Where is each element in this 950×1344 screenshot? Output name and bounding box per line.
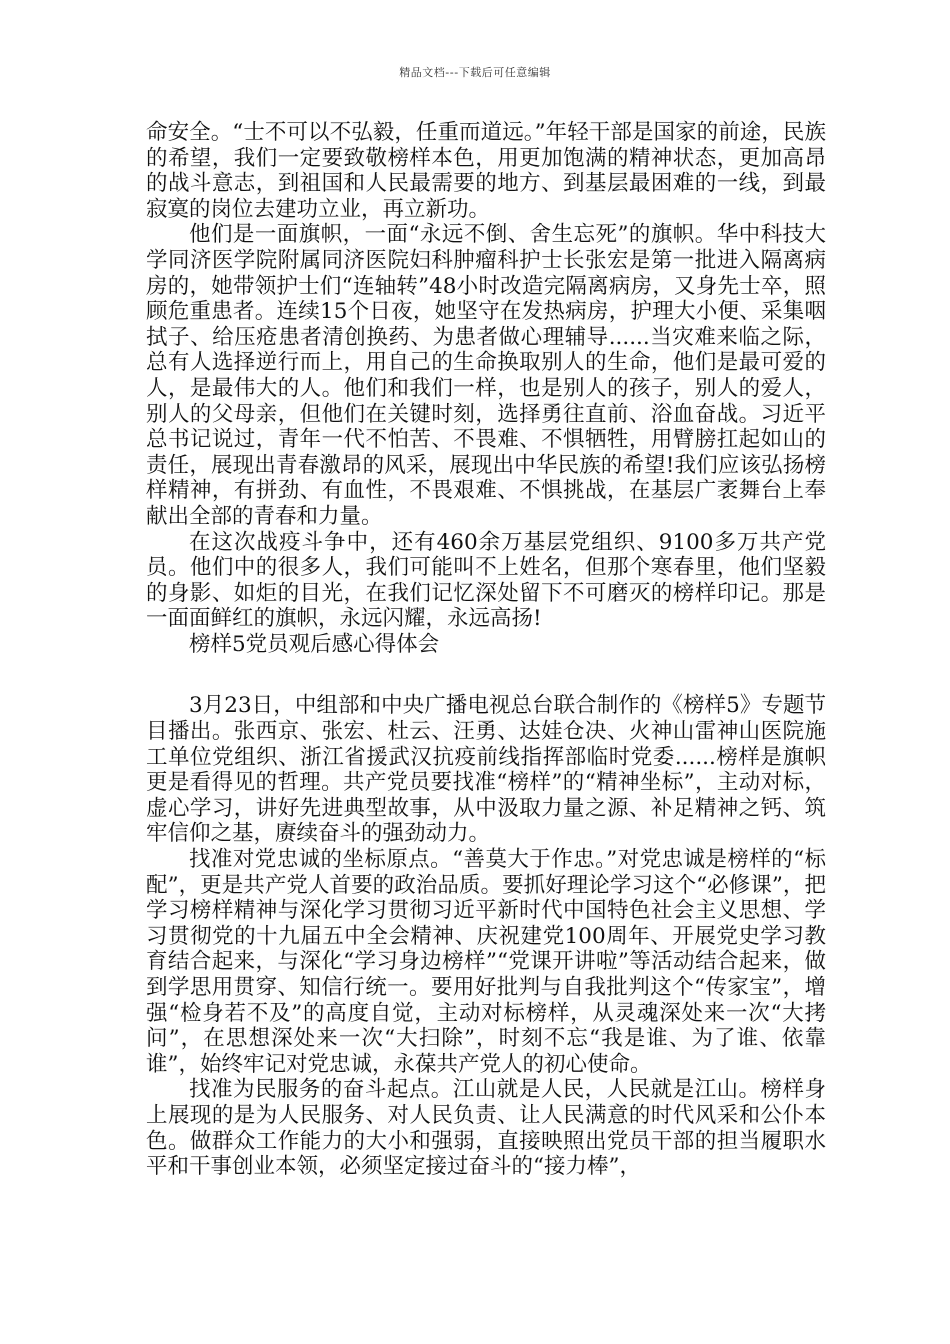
paragraph-6: 找准为民服务的奋斗起点。江山就是人民，人民就是江山。榜样身上展现的是为人民服务、对人民负责、让人民满意的时代风采和公仆本色。做群众工作能力的大小和强弱，直接映照出党员干部的担当履职水平和干事创业本领，必须坚定接过奋斗的“接力棒”， — [146, 1077, 826, 1180]
blank-line — [146, 657, 826, 693]
paragraph-3: 在这次战疫斗争中，还有460余万基层党组织、9100多万共产党员。他们中的很多人，我们可能叫不上姓名，但那个寒春里，他们坚毅的身影、如炬的目光，在我们记忆深处留下不可磨灭的榜样印记。那是一面面鲜红的旗帜，永远闪耀，永远高扬! — [146, 529, 826, 632]
section-title: 榜样5党员观后感心得体会 — [189, 631, 440, 657]
paragraph-4: 3月23日，中组部和中央广播电视总台联合制作的《榜样5》专题节目播出。张西京、张宏、杜云、汪勇、达娃仓决、火神山雷神山医院施工单位党组织、浙江省援武汉抗疫前线指挥部临时党委......榜样是旗帜更是看得见的哲理。共产党员要找准“榜样”的“精神坐标”，主动对标，虚心学习，讲好先进典型故事，从中汲取力量之源、补足精神之钙、筑牢信仰之基，赓续奋斗的强劲动力。 — [146, 693, 826, 847]
paragraph-1: 命安全。“士不可以不弘毅，任重而道远。”年轻干部是国家的前途，民族的希望，我们一定要致敬榜样本色，用更加饱满的精神状态，更加高昂的战斗意志，到祖国和人民最需要的地方、到基层最困难的一线，到最寂寞的岗位去建功立业，再立新功。 — [146, 120, 826, 222]
paragraph-5: 找准对党忠诚的坐标原点。“善莫大于作忠。”对党忠诚是榜样的“标配”，更是共产党人首要的政治品质。要抓好理论学习这个“必修课”，把学习榜样精神与深化学习贯彻习近平新时代中国特色社会主义思想、学习贯彻党的十九届五中全会精神、庆祝建党100周年、开展党史学习教育结合起来，与深化“学习身边榜样”“党课开讲啦”等活动结合起来，做到学思用贯穿、知信行统一。要用好批判与自我批判这个“传家宝”，增强“检身若不及”的高度自觉，主动对标榜样，从灵魂深处来一次“大拷问”，在思想深处来一次“大扫除”，时刻不忘“我是谁、为了谁、依靠谁”，始终牢记对党忠诚，永葆共产党人的初心使命。 — [146, 847, 826, 1077]
page-header: 精品文档---下载后可任意编辑 — [399, 66, 551, 79]
document-body — [146, 120, 826, 1180]
paragraph-2: 他们是一面旗帜，一面“永远不倒、舍生忘死”的旗帜。华中科技大学同济医学院附属同济医院妇科肿瘤科护士长张宏是第一批进入隔离病房的，她带领护士们“连轴转”48小时改造完隔离病房，又身先士卒，照顾危重患者。连续15个日夜，她坚守在发热病房，护理大小便、采集咽拭子、给压疮患者清创换药、为患者做心理辅导......当灾难来临之际，总有人选择逆行而上，用自己的生命换取别人的生命，他们是最可爱的人，是最伟大的人。他们和我们一样，也是别人的孩子，别人的爱人，别人的父母亲，但他们在关键时刻，选择勇往直前、浴血奋战。习近平总书记说过，青年一代不怕苦、不畏难、不惧牺牲，用臂膀扛起如山的责任，展现出青春激昂的风采，展现出中华民族的希望!我们应该弘扬榜样精神，有拼劲、有血性，不畏艰难、不惧挑战，在基层广袤舞台上奉献出全部的青春和力量。 — [146, 222, 826, 529]
